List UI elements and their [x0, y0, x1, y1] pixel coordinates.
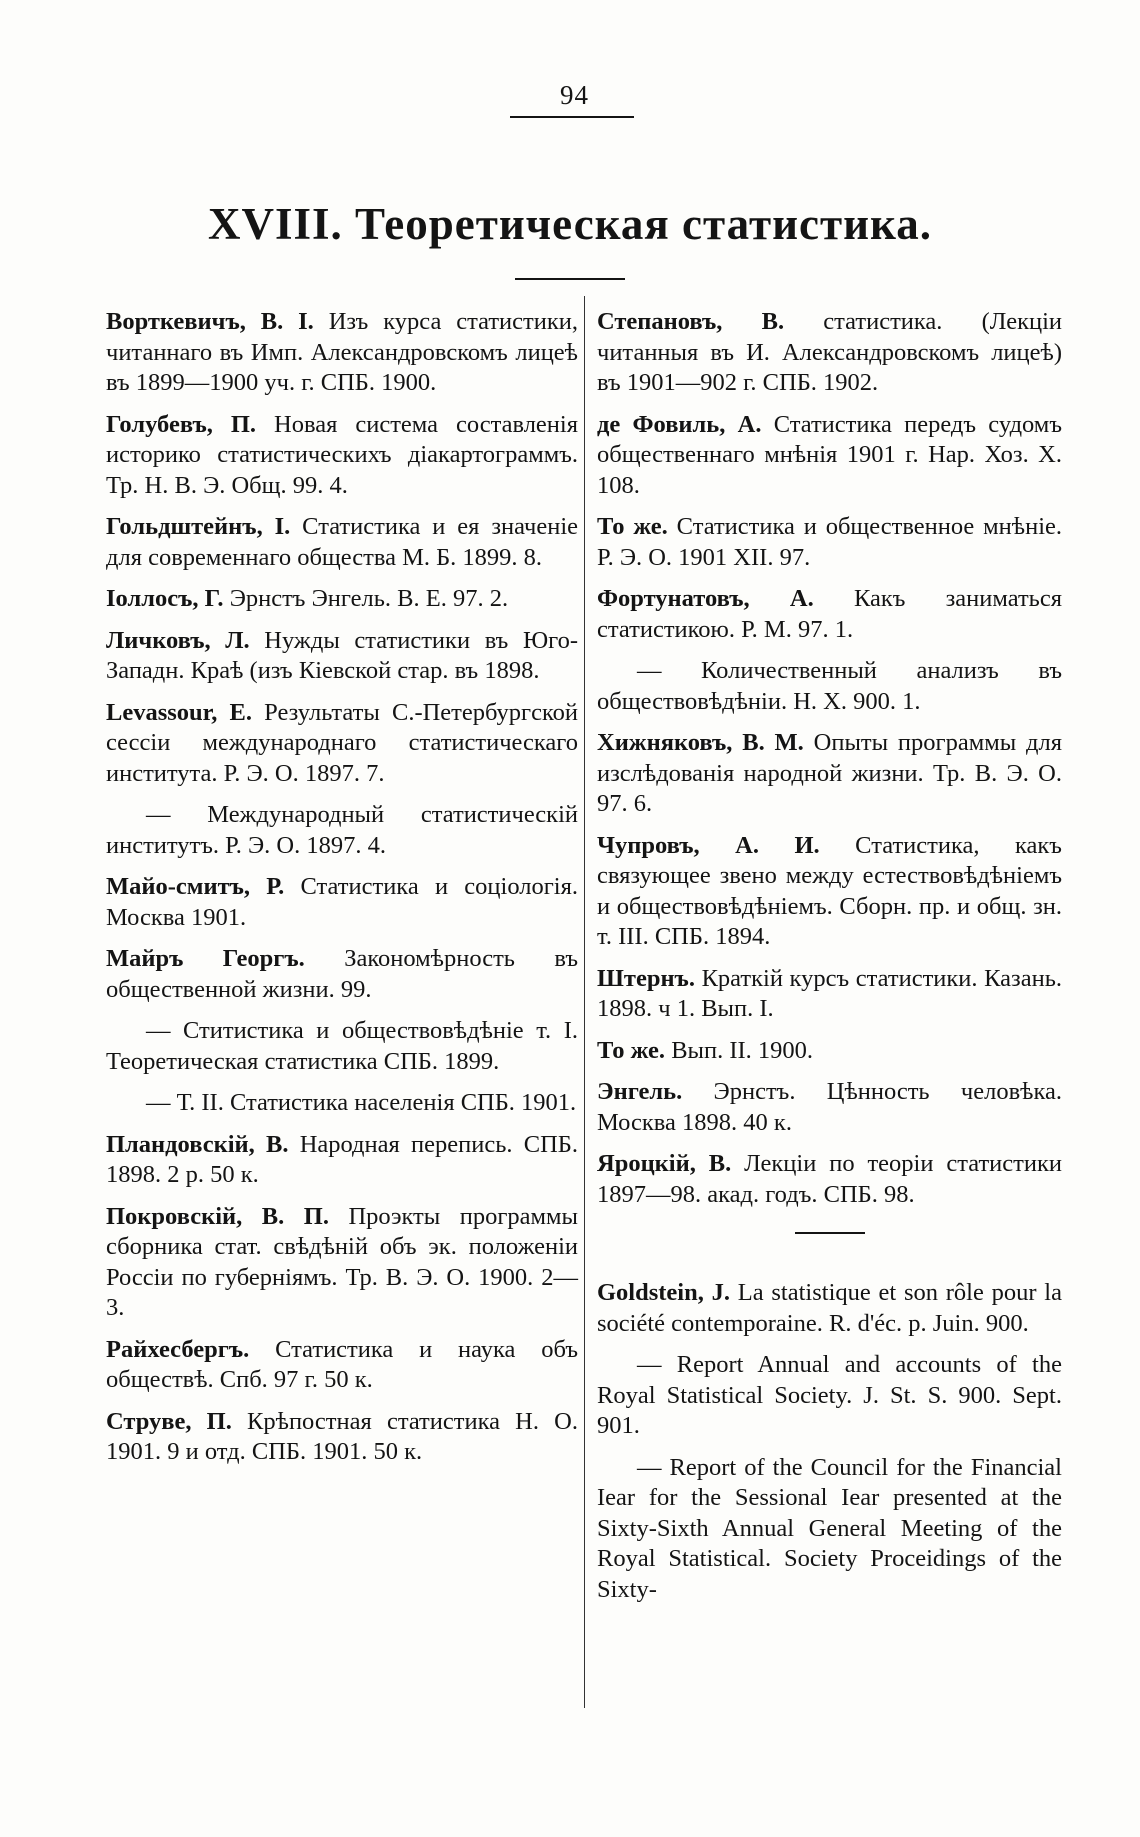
- entry-text: Эрнстъ. Цѣнность человѣка. Москва 1898. 40 к.: [597, 1078, 1062, 1136]
- bibliography-entry: [106, 626, 578, 687]
- entry-text: Новая система составленія историко статистическихъ діакартограммъ. Тр. Н. В. Э. Общ. 99. 4.: [106, 410, 578, 499]
- bibliography-entry: [106, 512, 578, 573]
- bibliography-entry: [106, 1335, 578, 1396]
- entry-text: статистика. (Лекціи читанныя въ И. Александровскомъ лицеѣ) въ 1901—902 г. СПБ. 1902.: [597, 308, 1062, 396]
- entry-author: Штернъ.: [597, 964, 695, 992]
- bibliography-entry: [106, 1016, 578, 1077]
- entry-author: Яроцкій, В.: [597, 1150, 732, 1177]
- entry-text: Закономѣрность въ общественной жизни. 99.: [106, 945, 578, 1003]
- entry-text: Статистика, какъ связующее звено между естествовѣдѣніемъ и обществовѣдѣніемъ. Сборн. пр. и общ. зн. т. III. СПБ. 1894.: [597, 831, 1062, 950]
- bibliography-entry: [597, 1077, 1062, 1138]
- entry-text: — Ститистика и обществовѣдѣніе т. I. Теоретическая статистика СПБ. 1899.: [106, 1017, 578, 1075]
- bibliography-entry: [597, 1453, 1062, 1606]
- bibliography-entry: [106, 1130, 578, 1191]
- entry-text: Краткій курсъ статистики. Казань. 1898. ч 1. Вып. I.: [597, 964, 1062, 1022]
- entry-author: де Фовиль, А.: [597, 410, 762, 438]
- bibliography-entry: [597, 512, 1062, 573]
- entry-text: Статистика и общественное мнѣніе. Р. Э. О. 1901 XII. 97.: [597, 513, 1062, 571]
- left-column: [106, 307, 578, 1479]
- entry-author: То же.: [597, 513, 668, 540]
- bibliography-entry: [106, 307, 578, 399]
- entry-text: Статистика и соціологія. Москва 1901.: [106, 873, 578, 931]
- bibliography-entry: [597, 307, 1062, 399]
- entry-author: Степановъ, В.: [597, 308, 785, 335]
- entry-text: Опыты программы для изслѣдованія народной жизни. Тр. В. Э. О. 97. 6.: [597, 729, 1062, 817]
- entry-author: Фортунатовъ, А.: [597, 585, 814, 612]
- right-column-foreign: [597, 1278, 1062, 1605]
- bibliography-entry: [106, 698, 578, 790]
- bibliography-entry: [106, 944, 578, 1005]
- bibliography-entry: [106, 1407, 578, 1468]
- right-column-russian: [597, 307, 1062, 1210]
- bibliography-entry: [597, 1278, 1062, 1339]
- bibliography-entry: [597, 831, 1062, 953]
- bibliography-entry: [597, 728, 1062, 820]
- entry-author: То же.: [597, 1036, 666, 1064]
- bibliography-entry: [597, 410, 1062, 502]
- entry-author: Levassour, Е.: [106, 698, 253, 726]
- entry-text: Народная перепись. СПБ. 1898. 2 р. 50 к.: [106, 1130, 578, 1188]
- entry-text: — Международный статистическій институтъ. Р. Э. О. 1897. 4.: [106, 801, 578, 859]
- entry-text: Изъ курса статистики, читаннаго въ Имп. Александровскомъ лицеѣ въ 1899—1900 уч. г. СПБ. 1900.: [106, 308, 578, 396]
- entry-text: — Количественный анализъ въ обществовѣдѣніи. Н. X. 900. 1.: [597, 657, 1062, 715]
- entry-author: Личковъ, Л.: [106, 626, 250, 654]
- bibliography-entry: [597, 1036, 1062, 1067]
- entry-text: — Т. II. Статистика населенія СПБ. 1901.: [146, 1089, 577, 1116]
- entry-text: Проэкты программы сборника стат. свѣдѣній объ эк. положеніи Россіи по губерніямъ. Тр. В. Э. О. 1900. 2—3.: [106, 1202, 579, 1321]
- entry-author: Струве, П.: [106, 1407, 232, 1435]
- entry-author: Голубевъ, П.: [106, 410, 257, 438]
- entry-author: Гольдштейнъ, I.: [106, 513, 291, 540]
- entry-author: Пландовскій, В.: [106, 1130, 289, 1158]
- page-number-rule: [510, 116, 634, 118]
- right-column-rule: [795, 1232, 865, 1234]
- bibliography-entry: [597, 584, 1062, 645]
- right-column: [597, 307, 1062, 1616]
- entry-text: Лекціи по теоріи статистики 1897—98. акад. годъ. СПБ. 98.: [597, 1150, 1062, 1208]
- entry-text: Статистика передъ судомъ общественнаго мнѣнія 1901 г. Нар. Хоз. X. 108.: [597, 410, 1062, 499]
- section-title: XVIII. Теоретическая статистика.: [207, 199, 933, 249]
- entry-text: Нужды статистики въ Юго-Западн. Краѣ (изъ Кіевской стар. въ 1898.: [106, 626, 578, 684]
- entry-author: Райхесбергъ.: [106, 1335, 250, 1363]
- page-number: 94: [560, 80, 589, 110]
- bibliography-entry: [597, 964, 1062, 1025]
- entry-text: — Report of the Council for the Financial Iear for the Sessional Iear presented at the Sixty-Sixth Annual General Meeting of the Royal Statistical. Society Proceidings of the Sixty-: [597, 1453, 1062, 1603]
- entry-author: Ворткевичъ, В. I.: [106, 308, 314, 335]
- bibliography-entry: [106, 1088, 578, 1119]
- entry-author: Энгель.: [597, 1078, 683, 1105]
- entry-text: Крѣпостная статистика Н. О. 1901. 9 и отд. СПБ. 1901. 50 к.: [106, 1407, 578, 1465]
- entry-text: Эрнстъ Энгель. В. Е. 97. 2.: [223, 585, 509, 612]
- title-rule: [515, 278, 625, 280]
- entry-text: La statistique et son rôle pour la société contemporaine. R. d'éc. p. Juin. 900.: [597, 1279, 1062, 1337]
- bibliography-entry: [106, 800, 578, 861]
- column-divider: [584, 296, 585, 1708]
- entry-author: Покровскій, В. П.: [106, 1202, 329, 1230]
- entry-text: Статистика и наука объ обществѣ. Спб. 97 г. 50 к.: [106, 1335, 578, 1393]
- entry-text: Результаты С.-Петербургской сессіи международнаго статистическаго института. Р. Э. О. 1897. 7.: [106, 698, 578, 787]
- entry-author: Goldstein, J.: [597, 1279, 731, 1306]
- entry-author: Iоллосъ, Г.: [106, 585, 224, 612]
- entry-author: Чупровъ, А. И.: [597, 831, 820, 859]
- bibliography-entry: [597, 1350, 1062, 1442]
- bibliography-entry: [106, 872, 578, 933]
- entry-author: Майо-смитъ, Р.: [106, 873, 285, 900]
- bibliography-entry: [597, 656, 1062, 717]
- bibliography-entry: [106, 1202, 578, 1324]
- bibliography-entry: [106, 410, 578, 502]
- bibliography-entry: [597, 1149, 1062, 1210]
- entry-text: Какъ заниматься статистикою. Р. М. 97. 1.: [597, 585, 1062, 643]
- entry-text: — Report Annual and accounts of the Royal Statistical Society. J. St. S. 900. Sept. 901.: [597, 1351, 1062, 1439]
- entry-author: Хижняковъ, В. М.: [597, 729, 804, 756]
- entry-author: Майръ Георгъ.: [106, 945, 305, 972]
- bibliography-entry: [106, 584, 578, 615]
- entry-text: Статистика и ея значеніе для современнаго общества М. Б. 1899. 8.: [106, 513, 578, 571]
- entry-text: Вып. II. 1900.: [665, 1036, 814, 1064]
